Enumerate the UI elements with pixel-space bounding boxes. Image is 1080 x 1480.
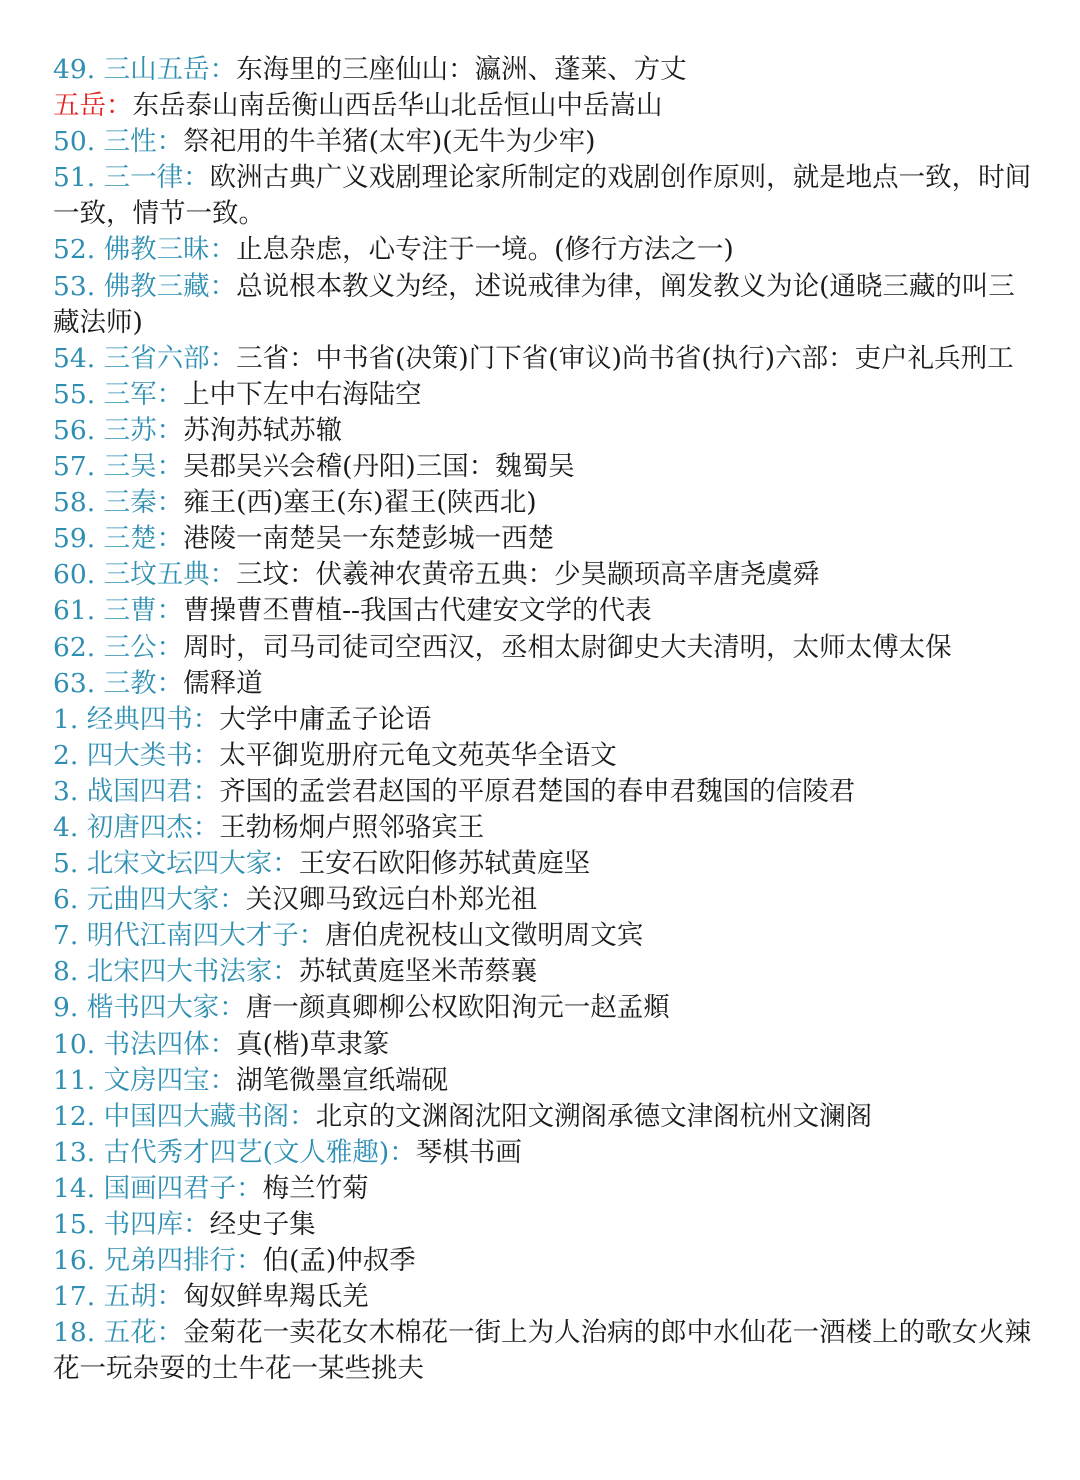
entry-term: 8. 北宋四大书法家：: [53, 956, 299, 988]
entry-item: [53, 846, 1040, 882]
entry-term: 58. 三秦：: [53, 487, 184, 519]
entry-item: [53, 593, 1040, 629]
entry-item: [53, 738, 1040, 774]
entry-term: 60. 三坟五典：: [53, 559, 237, 591]
entry-term: 17. 五胡：: [53, 1281, 184, 1313]
entry-term: 61. 三曹：: [53, 595, 184, 627]
entry-term: 2. 四大类书：: [53, 739, 220, 771]
entry-text: 东岳泰山南岳衡山西岳华山北岳恒山中岳嵩山: [132, 90, 663, 122]
entry-term: 63. 三教：: [53, 667, 184, 699]
entry-text: 港陵一南楚吴一东楚彭城一西楚: [183, 523, 555, 555]
entry-item: [53, 810, 1040, 846]
entry-item: [53, 1099, 1040, 1135]
entry-item: [53, 232, 1040, 268]
entry-item: [53, 918, 1040, 954]
entry-text: 经史子集: [209, 1209, 316, 1240]
entry-term: 62. 三公：: [53, 631, 184, 663]
entry-term: 6. 元曲四大家：: [53, 884, 246, 916]
entry-term: 53. 佛教三藏：: [53, 270, 237, 302]
entry-term: 18. 五花：: [53, 1317, 184, 1349]
entry-text: 总说根本教义为经，述说戒律为律，阐发教义为论(通晓三藏的叫三藏法师): [53, 270, 1015, 338]
entry-text: 齐国的孟尝君赵国的平原君楚国的春申君魏国的信陵君: [219, 775, 856, 807]
entry-term: 4. 初唐四杰：: [53, 811, 220, 843]
entry-item: [53, 882, 1040, 918]
entry-term: 55. 三军：: [53, 378, 184, 410]
entry-text: 三坟：伏羲神农黄帝五典：少昊颛顼高辛唐尧虞舜: [236, 559, 820, 591]
entry-item: [53, 1171, 1040, 1207]
entry-term: 54. 三省六部：: [53, 342, 237, 374]
entry-term: 14. 国画四君子：: [53, 1172, 263, 1204]
entry-item: [53, 1279, 1040, 1315]
entry-text: 梅兰竹菊: [262, 1172, 369, 1204]
entry-text: 关汉卿马致远白朴郑光祖: [245, 884, 538, 916]
entry-term: 52. 佛教三昧：: [53, 234, 237, 266]
entry-text: 王安石欧阳修苏轼黄庭坚: [298, 848, 591, 880]
entry-item: [53, 1063, 1040, 1099]
entry-item: [53, 666, 1040, 702]
entry-text: 苏轼黄庭坚米芾蔡襄: [298, 956, 538, 988]
entry-text: 欧洲古典广义戏剧理论家所制定的戏剧创作原则，就是地点一致，时间一致，情节一致。: [53, 162, 1032, 230]
entry-list: [53, 52, 1040, 1387]
entry-text: 曹操曹丕曹植--我国古代建安文学的代表: [183, 595, 652, 627]
entry-item: [53, 124, 1040, 160]
entry-text: 太平御览册府元龟文苑英华全语文: [219, 739, 617, 771]
entry-term: 五岳：: [53, 90, 133, 122]
entry-text: 雍王(西)塞王(东)翟王(陕西北): [183, 487, 537, 519]
entry-term: 9. 楷书四大家：: [53, 992, 246, 1024]
entry-term: 56. 三苏：: [53, 414, 184, 446]
entry-item: [53, 557, 1040, 593]
entry-item: [53, 954, 1040, 990]
entry-item: [53, 1135, 1040, 1171]
entry-term: 12. 中国四大藏书阁：: [53, 1100, 316, 1132]
entry-term: 51. 三一律：: [53, 162, 210, 194]
entry-text: 祭祀用的牛羊猪(太牢)(无牛为少牢): [183, 126, 596, 158]
entry-text: 东海里的三座仙山：瀛洲、蓬莱、方丈: [236, 54, 687, 85]
entry-text: 唐伯虎祝枝山文徵明周文宾: [325, 920, 644, 952]
entry-text: 周时，司马司徒司空西汉，丞相太尉御史大夫清明，太师太傅太保: [183, 631, 952, 663]
entry-term: 15. 书四库：: [53, 1209, 210, 1240]
entry-item: [53, 449, 1040, 485]
entry-term: 11. 文房四宝：: [53, 1064, 237, 1096]
entry-item: [53, 702, 1040, 738]
entry-term: 3. 战国四君：: [53, 775, 220, 807]
entry-text: 北京的文渊阁沈阳文溯阁承德文津阁杭州文澜阁: [315, 1100, 873, 1132]
entry-item: [53, 269, 1040, 341]
entry-term: 1. 经典四书：: [53, 703, 220, 735]
entry-text: 止息杂虑，心专注于一境。(修行方法之一): [236, 234, 734, 266]
entry-text: 匈奴鲜卑羯氐羌: [183, 1281, 369, 1313]
entry-term: 49. 三山五岳：: [53, 54, 237, 85]
entry-text: 儒释道: [183, 667, 263, 699]
entry-item: [53, 52, 1040, 88]
entry-item: [53, 1243, 1040, 1279]
entry-text: 大学中庸孟子论语: [219, 703, 432, 735]
entry-item: [53, 160, 1040, 232]
entry-item: [53, 413, 1040, 449]
entry-text: 三省：中书省(决策)门下省(审议)尚书省(执行)六部：吏户礼兵刑工: [236, 342, 1014, 374]
entry-item: [53, 990, 1040, 1026]
entry-text: 伯(孟)仲叔季: [262, 1245, 416, 1277]
entry-item: [53, 1207, 1040, 1243]
entry-text: 苏洵苏轼苏辙: [183, 414, 343, 446]
entry-term: 7. 明代江南四大才子：: [53, 920, 326, 952]
entry-item: [53, 1027, 1040, 1063]
entry-text: 金菊花一卖花女木棉花一街上为人治病的郎中水仙花一酒楼上的歌女火辣花一玩杂耍的土牛花一某些挑夫: [53, 1317, 1032, 1385]
entry-text: 吴郡吴兴会稽(丹阳)三国：魏蜀吴: [183, 451, 575, 483]
entry-term: 50. 三性：: [53, 126, 184, 158]
entry-item: [53, 774, 1040, 810]
entry-term: 5. 北宋文坛四大家：: [53, 848, 299, 880]
entry-text: 湖笔微墨宣纸端砚: [236, 1064, 449, 1096]
entry-term: 10. 书法四体：: [53, 1028, 237, 1060]
entry-term: 57. 三吴：: [53, 451, 184, 483]
entry-text: 真(楷)草隶篆: [236, 1028, 390, 1060]
entry-text: 上中下左中右海陆空: [183, 378, 422, 410]
entry-item: [53, 521, 1040, 557]
entry-term: 59. 三楚：: [53, 523, 184, 555]
entry-text: 王勃杨炯卢照邻骆宾王: [219, 811, 485, 843]
entry-item: [53, 1315, 1040, 1387]
entry-item: [53, 88, 1040, 124]
entry-item: [53, 485, 1040, 521]
entry-item: [53, 341, 1040, 377]
entry-item: [53, 630, 1040, 666]
entry-text: 唐一颜真卿柳公权欧阳洵元一赵孟頫: [245, 992, 670, 1024]
entry-term: 16. 兄弟四排行：: [53, 1245, 263, 1277]
entry-text: 琴棋书画: [415, 1136, 522, 1168]
entry-term: 13. 古代秀才四艺(文人雅趣)：: [53, 1136, 416, 1168]
entry-item: [53, 377, 1040, 413]
